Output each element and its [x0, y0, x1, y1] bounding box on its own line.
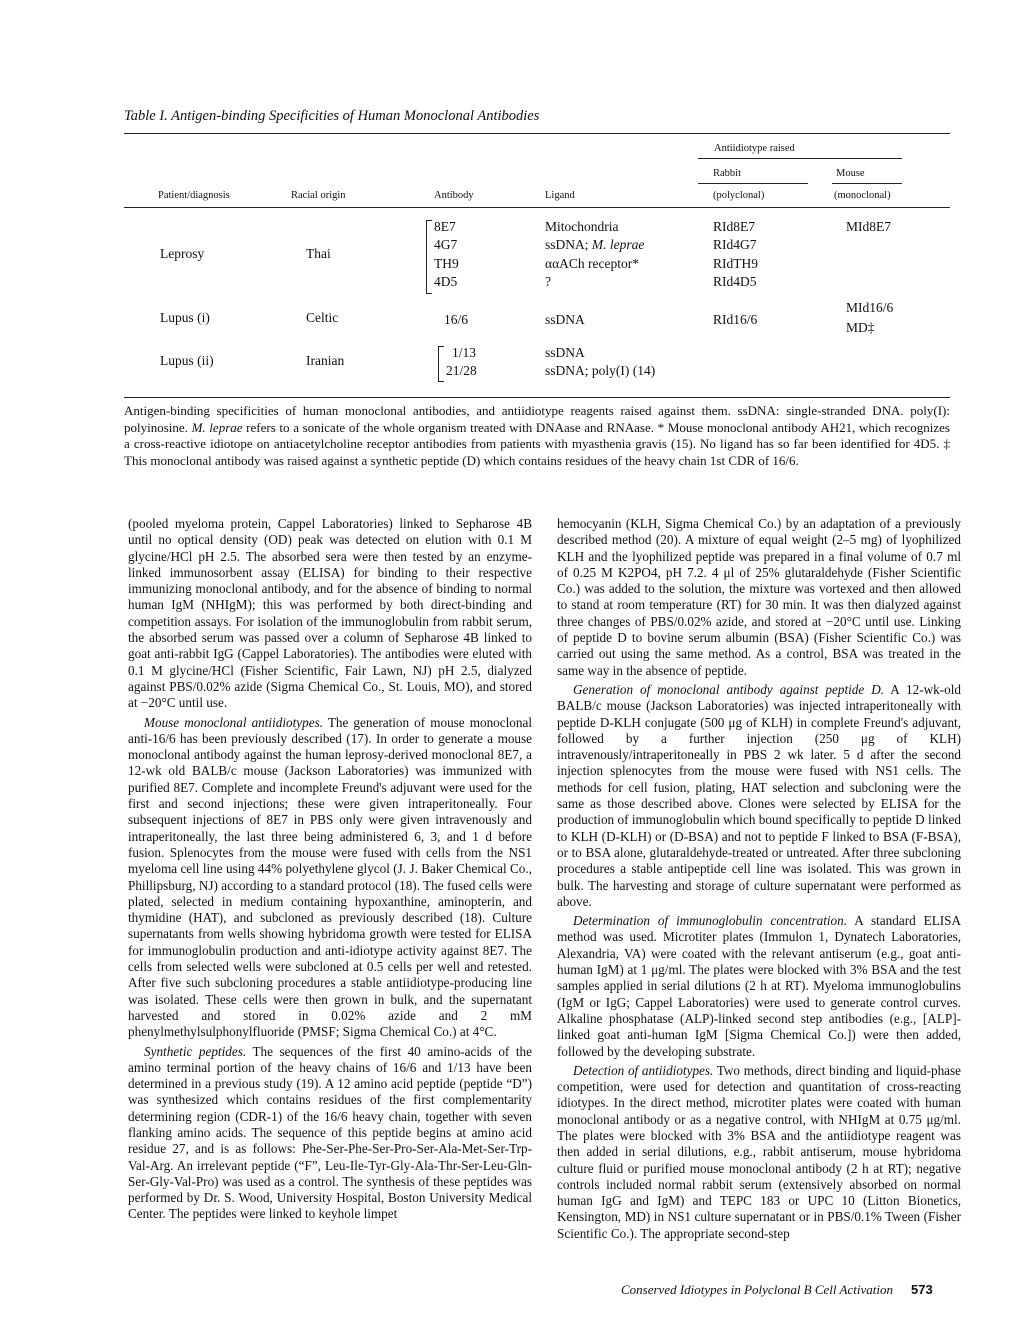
cell-antibody: 1/13 [452, 345, 477, 360]
subsection-heading: Determination of immunoglobulin concentration. [573, 913, 848, 929]
header-monoclonal: (monoclonal) [834, 190, 891, 201]
ligand-organism: M. leprae [591, 237, 645, 252]
paragraph-text: A 12-wk-old BALB/c mouse (Jackson Laboratories) was injected intraperitoneally with peptide D-KLH conjugate (500 μg of KLH) in complete Freund's adjuvant, followed by a further injection (250 μg of KLH) intravenously/intraperitoneally in PBS 2 wk later. 5 d after the second injection splenocytes from the mouse were fused with NS1 cells. The methods for cell fusion, plating, HAT selection and subcloning were the same as those described above. Clones were selected by ELISA for the production of immunoglobulin which bound specifically to peptide D linked to KLH (D-KLH) or (D-BSA) and not to peptide F linked to BSA (F-BSA), or to BSA alone, glutaraldehyde-treated or untreated. After three subcloning procedures a stable antipeptide cell line was isolated. This was grown in bulk. The harvesting and storage of culture supernatant were performed as above. [557, 681, 961, 909]
cell-ligand: ααACh receptor* [545, 256, 639, 271]
cell-origin-iranian: Iranian [306, 353, 345, 368]
cell-antibody: 21/28 [446, 363, 477, 378]
table-caption: Table I. Antigen-binding Specificities of Human Monoclonal Antibodies [124, 108, 540, 124]
rabbit-rule [698, 183, 808, 184]
header-bottom-rule [124, 207, 950, 208]
cell-antibody: 4G7 [434, 237, 458, 252]
paragraph [128, 1044, 532, 1223]
cell-antibody: 4D5 [434, 274, 458, 289]
cell-mouse-antiidiotype: MId8E7 [846, 219, 891, 234]
cell-origin-thai: Thai [306, 246, 331, 261]
cell-ligand [545, 237, 644, 253]
antibody-brace-leprosy [426, 220, 432, 294]
running-title: Conserved Idiotypes in Polyclonal B Cell Activation [621, 1282, 893, 1297]
subsection-heading: Detection of antiidiotypes. [573, 1062, 714, 1078]
antiidiotype-rule [698, 158, 902, 159]
cell-rabbit-antiidiotype: RId4G7 [713, 237, 757, 252]
mouse-rule [832, 183, 902, 184]
paragraph: hemocyanin (KLH, Sigma Chemical Co.) by an adaptation of a previously described method (20). A mixture of equal weight (2–5 mg) of lyophilized KLH and the lyophilized peptide was prepared in a final volume of 0.7 ml of 0.25 M K2PO4, pH 7.2. 4 μl of 25% glutaraldehyde (Fisher Scientific Co.) was added to the solution, the mixture was vortexed and then allowed to stand at room temperature (RT) for 30 min. It was then dialyzed against three changes of PBS/0.02% azide, and stored at −20°C until use. Linking of peptide D to bovine serum albumin (BSA) (Fisher Scientific Co.) was carried out using the same method. As a control, BSA was treated in the same way in the absence of peptide. [557, 516, 961, 678]
running-footer [621, 1282, 951, 1298]
cell-mouse-antiidiotype: MD‡ [846, 320, 875, 335]
cell-rabbit-antiidiotype: RIdTH9 [713, 256, 758, 271]
cell-mouse-antiidiotype: MId16/6 [846, 300, 894, 315]
header-antibody: Antibody [434, 190, 474, 201]
table-top-rule [124, 133, 950, 134]
cell-ligand: ? [545, 274, 551, 289]
header-mouse: Mouse [836, 168, 865, 179]
paragraph-text: The generation of mouse monoclonal anti-16/6 has been previously described (17). In order to generate a mouse monoclonal antibody against the human leprosy-derived monoclonal 8E7, a 12-wk old BALB/c mouse (Jackson Laboratories) was immunized with purified 8E7. Complete and incomplete Freund's adjuvant were used for the first and second injections; these were given intraperitoneally. Four subsequent injections of 8E7 in PBS only were given intravenously and intraperitoneally, the last three being administered 6, 3, and 1 d before fusion. Splenocytes from the mouse were fused with cells from the NS1 myeloma cell line using 44% polyethylene glycol (J. J. Baker Chemical Co., Phillipsburg, NJ) according to a standard protocol (18). The fused cells were plated, selected in medium containing hypoxanthine, aminopterin, and thymidine (HAT), and subcloned as previously described (18). Culture supernatants from wells showing hybridoma growth were tested for ELISA for immunoglobulin production and anti-idiotype activity against 8E7. The cells from selected wells were subcloned at 0.5 cells per well and retested. After five such subcloning procedures a stable antiidiotype-producing line was isolated. These cells were then grown in bulk, and the supernatant harvested and stored in 0.02% azide and 2 mM phenylmethylsulphonylfluoride (PMSF; Sigma Chemical Co.) at 4°C. [128, 714, 532, 1040]
cell-diagnosis-leprosy: Leprosy [160, 246, 205, 261]
footnote-text: Antigen-binding specificities of human monoclonal antibodies, and antiidiotype reagents raised against them. ssDNA: single-stranded DNA. poly(I): polyinosine. [124, 403, 950, 435]
body-column-left [128, 516, 532, 1226]
ligand-text: ssDNA; [545, 237, 592, 252]
cell-antibody: 8E7 [434, 219, 456, 234]
page-number: 573 [910, 1282, 933, 1297]
cell-antibody: TH9 [434, 256, 459, 271]
paragraph-text: Two methods, direct binding and liquid-phase competition, were used for detection and quantitation of cross-reacting idiotypes. In the direct method, microtiter plates were coated with human monoclonal antibody or as a negative control, with NHIgM at 0.75 μg/ml. The plates were blocked with 3% BSA and the antiidiotype reagent was then added in serial dilutions, e.g., rabbit antiserum, mouse hybridoma culture fluid or purified mouse monoclonal antibody (2 h at RT); negative controls included normal rabbit serum (extensively absorbed on normal human IgG and IgM) and TEPC 183 or UPC 10 (Litton Bionetics, Kensington, MD) in NS1 culture supernatant or in PBS/0.1% Tween (Fisher Scientific Co.). The appropriate second-step [557, 1062, 961, 1241]
paragraph-text: The sequences of the first 40 amino-acids of the amino terminal portion of the heavy chains of 16/6 and 1/13 have been determined in a previous study (19). A 12 amino acid peptide (peptide “D”) was synthesized which contains residues of the first complementarity determining region (CDR-1) of the 16/6 heavy chain, together with seven flanking amino acids. The sequence of this peptide begins at amino acid residue 27, and is as follows: Phe-Ser-Phe-Ser-Pro-Ser-Ala-Met-Ser-Trp-Val-Arg. An irrelevant peptide (“F”, Leu-Ile-Tyr-Gly-Ala-Thr-Ser-Leu-Gln-Ser-Gly-Val-Pro) was used as a control. The synthesis of these peptides was performed by Dr. S. Wood, University Hospital, Boston University Medical Center. The peptides were linked to keyhole limpet [128, 1043, 532, 1222]
footnote-text: refers to a sonicate of the whole organism treated with DNAase and RNAase. * Mouse monoclonal antibody AH21, which recognizes a cross-reactive idiotope on antiacetylcholine receptor antibodies from patients with myasthenia gravis (15). No ligand has so far been identified for 4D5. ‡ This monoclonal antibody was raised against a synthetic peptide (D) which contains residues of the heavy chain 1st CDR of 16/6. [124, 419, 950, 468]
subsection-heading: Synthetic peptides. [144, 1043, 247, 1059]
paragraph [128, 715, 532, 1041]
paragraph [557, 1063, 961, 1242]
cell-ligand: ssDNA; poly(I) (14) [545, 363, 656, 378]
cell-ligand: ssDNA [545, 312, 585, 327]
subsection-heading: Mouse monoclonal antiidiotypes. [144, 714, 324, 730]
paragraph [557, 913, 961, 1060]
cell-ligand: Mitochondria [545, 219, 619, 234]
cell-origin-celtic: Celtic [306, 310, 339, 325]
cell-ligand: ssDNA [545, 345, 585, 360]
cell-rabbit-antiidiotype: RId16/6 [713, 312, 758, 327]
footnote-organism: M. leprae [191, 419, 243, 435]
header-racial-origin: Racial origin [291, 190, 346, 201]
paragraph-text: A standard ELISA method was used. Microtiter plates (Immulon 1, Dynatech Laboratories, Alexandria, VA) were coated with the relevant antiserum (e.g., goat anti-human IgM) at 1 μg/ml. The plates were blocked with 3% BSA and the test samples applied in serial dilutions (2 h at RT). Myeloma immunoglobulins (IgM or IgG; Cappel Laboratories) were used to generate control curves. Alkaline phosphatase (ALP)-linked second step antibodies (e.g., [ALP]-linked goat anti-human IgM [Sigma Chemical Co.]) were then added, followed by the developing substrate. [557, 913, 961, 1059]
cell-rabbit-antiidiotype: RId8E7 [713, 219, 755, 234]
cell-diagnosis-lupus-ii: Lupus (ii) [160, 353, 214, 368]
paragraph [557, 682, 961, 910]
header-rabbit: Rabbit [713, 168, 741, 179]
subsection-heading: Generation of monoclonal antibody against peptide D. [573, 681, 885, 697]
cell-antibody: 16/6 [444, 312, 469, 327]
table-bottom-rule [124, 397, 950, 398]
header-patient-diagnosis: Patient/diagnosis [158, 190, 230, 201]
cell-rabbit-antiidiotype: RId4D5 [713, 274, 757, 289]
table-footnote [124, 403, 950, 469]
paragraph: (pooled myeloma protein, Cappel Laboratories) linked to Sepharose 4B until no optical density (OD) peak was detected on elution with 0.1 M glycine/HCl pH 2.5. The absorbed sera were then tested by an enzyme-linked immunosorbent assay (ELISA) for binding to their respective immunizing monoclonal antibody, and for the absence of binding to normal human IgM (NHIgM); this was performed by both direct-binding and competition assays. For isolation of the immunoglobulin from rabbit serum, the absorbed serum was passed over a column of Sepharose 4B linked to goat anti-rabbit IgG (Cappel Laboratories). The antibodies were eluted with 0.1 M glycine/HCl (Fisher Scientific, Fair Lawn, NJ) pH 2.5, dialyzed against PBS/0.02% azide (Sigma Chemical Co., St. Louis, MO), and stored at −20°C until use. [128, 516, 532, 711]
cell-diagnosis-lupus-i: Lupus (i) [160, 310, 210, 325]
header-polyclonal: (polyclonal) [713, 190, 765, 201]
body-column-right [557, 516, 961, 1245]
header-ligand: Ligand [545, 190, 575, 201]
header-antiidiotype-raised: Antiidiotype raised [714, 143, 795, 154]
antibody-brace-lupus [438, 346, 444, 382]
